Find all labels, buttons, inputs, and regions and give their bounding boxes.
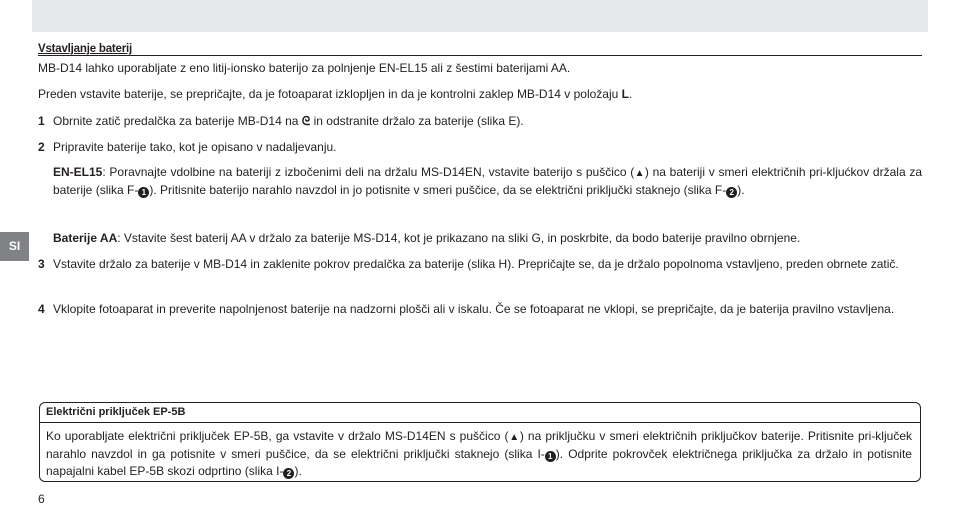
top-header-bar	[32, 0, 928, 32]
step-text: Pripravite baterije tako, kot je opisano v nadaljevanju.	[53, 140, 337, 154]
callout-2-icon: 2	[283, 468, 294, 479]
step-text: Vstavite držalo za baterije v MB-D14 in zaklenite pokrov predalčka za baterije (slika H). Prepričajte se, da je držalo popolnoma vstavljeno, preden obrnete zatič.	[53, 257, 899, 271]
intro-paragraph: MB-D14 lahko uporabljate z eno litij-ionsko baterijo za polnjenje EN-EL15 ali z šestimi baterijami AA.	[38, 61, 571, 75]
arrow-up-icon: ▲	[634, 168, 645, 179]
lock-position-key: L	[621, 87, 630, 101]
step-number: 2	[38, 140, 45, 154]
note-box	[39, 402, 921, 482]
note-divider	[40, 422, 920, 423]
warning-end: .	[629, 87, 633, 101]
callout-1-icon: 1	[545, 451, 556, 462]
substep-text: : Vstavite šest baterij AA v držalo za baterije MS-D14, kot je prikazano na sliki G, in poskrbite, da bodo baterije pravilno obrnjene.	[117, 231, 801, 245]
substep-label: EN-EL15	[53, 165, 103, 179]
substep-text-b: ) na bateriji v smeri električnih pri-kljućkov držala za baterije (slika F-	[53, 165, 923, 197]
step-number: 1	[38, 114, 45, 128]
step-text-cont: in odstranite držalo za baterije (slika E).	[313, 114, 524, 128]
substep-label: Baterije AA	[53, 231, 118, 245]
page-number: 6	[38, 492, 45, 506]
step-number: 3	[38, 257, 45, 271]
section-heading	[38, 40, 922, 56]
substep-text-a: : Poravnajte vdolbine na bateriji z izbočenimi deli na držalu MS-D14EN, vstavite baterijo s puščico (	[102, 165, 635, 179]
section-heading-text: Vstavljanje baterij	[38, 43, 132, 55]
substep-aa	[53, 230, 922, 247]
note-text-d: ).	[294, 464, 302, 478]
warning-paragraph	[38, 86, 922, 103]
callout-1-icon: 1	[138, 187, 149, 198]
substep-text-d: ).	[737, 183, 745, 197]
warning-text: Preden vstavite baterije, se prepričajte, da je fotoaparat izklopljen in da je kontrolni zaklep MB-D14 v položaju	[38, 87, 619, 101]
step-4	[38, 301, 922, 318]
step-text: Vklopite fotoaparat in preverite napolnjenost baterije na nadzorni plošči ali v iskalu. Če se fotoaparat ne vklopi, se prepričajte, da je baterija pravilno vstavljena.	[53, 302, 895, 316]
note-text-b: ) na priključku v smeri električnih priključkov baterije. Pritisnite pri-ključek narahlo navzdol in ga potisnite v smeri puščice, da se električni priključki staknejo (slika I-	[46, 429, 912, 461]
substep-text-c: ). Pritisnite baterijo narahlo navzdol in jo potisnite v smeri puščice, da se električni priključki staknejo (slika F-	[149, 183, 727, 197]
step-2	[38, 139, 922, 156]
substep-en-el15	[53, 164, 922, 199]
callout-2-icon: 2	[726, 187, 737, 198]
step-text: Obrnite zatič predalčka za baterije MB-D14 na	[53, 114, 299, 128]
note-text	[46, 428, 912, 480]
step-1	[38, 113, 922, 130]
arrow-up-icon: ▲	[508, 432, 520, 443]
rotate-latch-icon: ᘓ	[301, 114, 311, 128]
note-text-c: ). Odprite pokrovček električnega priključka za držalo in potisnite napajalni kabel EP-5B skozi odprtino (slika I-	[46, 447, 912, 478]
note-text-a: Ko uporabljate električni priključek EP-5B, ga vstavite v držalo MS-D14EN s puščico (	[46, 429, 509, 443]
note-title: Električni priključek EP-5B	[46, 406, 186, 418]
step-number: 4	[38, 302, 45, 316]
language-tab: SI	[0, 232, 29, 261]
step-3	[38, 256, 922, 273]
